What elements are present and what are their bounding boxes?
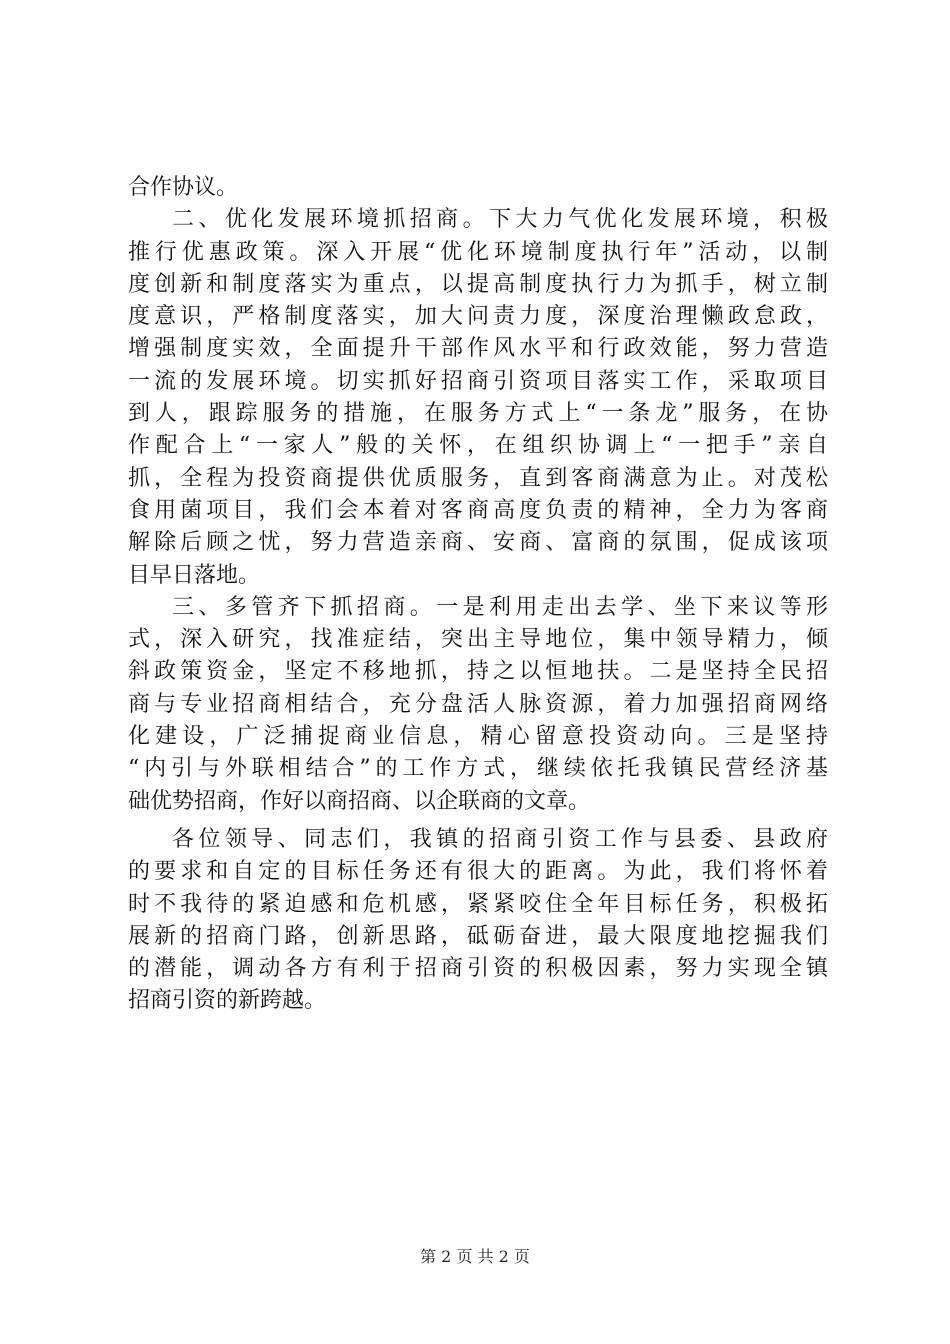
paragraph-continuation bbox=[128, 172, 828, 204]
text-line: 合作协议。 bbox=[128, 175, 239, 200]
text-line: 目早日落地。 bbox=[128, 562, 261, 588]
text-line: 三、多管齐下抓招商。一是利用走出去学、坐下来议等形 bbox=[172, 594, 828, 620]
text-line: 到人，跟踪服务的措施，在服务方式上“一条龙”服务，在协 bbox=[128, 401, 828, 427]
text-line: 增强制度实效，全面提升干部作风水平和行政效能，努力营造 bbox=[128, 336, 828, 362]
text-line: 度意识，严格制度落实，加大问责力度，深度治理懒政怠政， bbox=[128, 304, 828, 330]
text-line: 的潜能，调动各方有利于招商引资的积极因素，努力实现全镇 bbox=[128, 956, 828, 982]
text-line: 一流的发展环境。切实抓好招商引资项目落实工作，采取项目 bbox=[128, 368, 828, 394]
text-line: 商与专业招商相结合，充分盘活人脉资源，着力加强招商网络 bbox=[128, 691, 828, 717]
text-line: 解除后顾之忧，努力营造亲商、安商、富商的氛围，促成该项 bbox=[128, 530, 828, 556]
text-line: 化建设，广泛捕捉商业信息，精心留意投资动向。三是坚持 bbox=[128, 724, 828, 750]
text-line: 食用菌项目，我们会本着对客商高度负责的精神，全力为客商 bbox=[128, 497, 828, 523]
document-body bbox=[128, 172, 828, 1018]
text-line: 的要求和自定的目标任务还有很大的距离。为此，我们将怀着 bbox=[128, 859, 828, 885]
text-line: 式，深入研究，找准症结，突出主导地位，集中领导精力，倾 bbox=[128, 627, 828, 653]
text-line: 招商引资的新跨越。 bbox=[128, 988, 327, 1014]
text-line: 各位领导、同志们，我镇的招商引资工作与县委、县政府 bbox=[172, 826, 828, 852]
text-line: 推行优惠政策。深入开展“优化环境制度执行年”活动，以制 bbox=[128, 239, 828, 265]
page-number-footer: 第 2 页 共 2 页 bbox=[420, 1247, 530, 1266]
paragraph-conclusion bbox=[128, 824, 828, 1018]
paragraph-multi-pronged bbox=[128, 592, 828, 818]
text-line: 二、优化发展环境抓招商。下大力气优化发展环境，积极 bbox=[172, 207, 828, 233]
paragraph-optimize-environment bbox=[128, 204, 828, 592]
text-line: 础优势招商，作好以商招商、以企联商的文章。 bbox=[128, 788, 591, 814]
text-line: 时不我待的紧迫感和危机感，紧紧咬住全年目标任务，积极拓 bbox=[128, 891, 828, 917]
text-line: 抓，全程为投资商提供优质服务，直到客商满意为止。对茂松 bbox=[128, 465, 828, 491]
text-line: 斜政策资金，坚定不移地抓，持之以恒地扶。二是坚持全民招 bbox=[128, 659, 828, 685]
text-line: 度创新和制度落实为重点，以提高制度执行力为抓手，树立制 bbox=[128, 271, 828, 297]
text-line: 展新的招商门路，创新思路，砥砺奋进，最大限度地挖掘我们 bbox=[128, 923, 828, 949]
text-line: “内引与外联相结合”的工作方式，继续依托我镇民营经济基 bbox=[128, 756, 828, 782]
text-line: 作配合上“一家人”般的关怀，在组织协调上“一把手”亲自 bbox=[128, 433, 828, 459]
